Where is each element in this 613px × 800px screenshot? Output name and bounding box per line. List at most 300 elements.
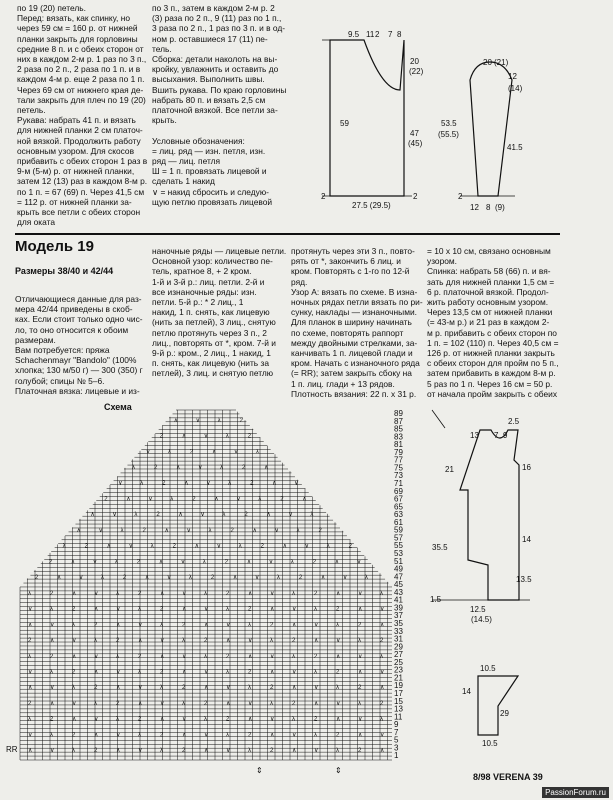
stitch-symbol: ∧ bbox=[204, 685, 209, 692]
stitch-symbol: 2 bbox=[260, 543, 265, 550]
stitch-symbol: λ bbox=[182, 638, 185, 645]
front-dim-7: (22) bbox=[409, 67, 424, 76]
stitch-symbol: ∧ bbox=[182, 732, 187, 739]
stitch-symbol: λ bbox=[222, 512, 226, 519]
stitch-symbol: λ bbox=[314, 732, 317, 739]
sleeve-dim-5: 53.5 bbox=[441, 119, 457, 128]
stitch-symbol: 2 bbox=[248, 732, 252, 739]
stitch-symbol: ∧ bbox=[270, 669, 275, 676]
sleeve-small-dim-1: 10.5 bbox=[480, 664, 496, 673]
stitch-symbol: λ bbox=[72, 622, 75, 629]
stitch-symbol: 2 bbox=[358, 685, 362, 692]
body-dim-3: 7 bbox=[494, 431, 499, 440]
stitch-symbol: λ bbox=[28, 590, 31, 597]
front-dim-3: 2 bbox=[375, 30, 380, 39]
stitch-symbol: ∨ bbox=[116, 732, 121, 739]
stitch-symbol: ∨ bbox=[233, 449, 239, 456]
row-number: 45 bbox=[394, 580, 403, 590]
stitch-symbol: ∧ bbox=[204, 748, 209, 755]
stitch-symbol: λ bbox=[204, 716, 207, 723]
stitch-symbol: ∨ bbox=[182, 653, 187, 660]
stitch-symbol: ∨ bbox=[274, 527, 279, 534]
sleeve-dim-10: 8 bbox=[486, 203, 491, 212]
stitch-symbol: λ bbox=[358, 638, 361, 645]
stitch-symbol: ∨ bbox=[198, 464, 203, 471]
row-number: 43 bbox=[394, 587, 403, 597]
stitch-symbol: 2 bbox=[224, 559, 229, 566]
stitch-symbol: ∨ bbox=[182, 590, 187, 597]
sleeve-dim-11: (9) bbox=[495, 203, 505, 212]
row-number: 31 bbox=[394, 634, 403, 644]
stitch-symbol: ∧ bbox=[90, 512, 95, 519]
stitch-symbol: ∨ bbox=[342, 575, 348, 582]
stitch-symbol: ∧ bbox=[94, 732, 99, 739]
row-number: 9 bbox=[394, 720, 399, 730]
sleeve-dim-2: (21) bbox=[494, 58, 509, 67]
row-number: 73 bbox=[394, 471, 403, 481]
front-dim-2: 11 bbox=[366, 30, 375, 39]
sleeve-dim-4: (14) bbox=[508, 84, 523, 93]
stitch-symbol: 2 bbox=[138, 716, 142, 723]
stitch-symbol: ∧ bbox=[380, 622, 385, 629]
stitch-symbol: ∧ bbox=[72, 653, 77, 660]
stitch-symbol: ∧ bbox=[173, 417, 179, 424]
stitch-symbol: ∧ bbox=[182, 669, 187, 676]
stitch-symbol: 2 bbox=[156, 512, 160, 519]
stitch-symbol: ∨ bbox=[216, 543, 222, 550]
stitch-symbol: λ bbox=[120, 527, 124, 534]
row-number: 41 bbox=[394, 595, 403, 605]
front-dim-8: 59 bbox=[340, 119, 349, 128]
row-number: 21 bbox=[394, 673, 403, 683]
row-number: 63 bbox=[394, 510, 403, 520]
stitch-symbol: ∧ bbox=[252, 527, 257, 534]
stitch-symbol: ∧ bbox=[116, 748, 121, 755]
stitch-symbol: ∨ bbox=[138, 748, 143, 755]
stitch-symbol: ∨ bbox=[236, 496, 241, 503]
body-dim-7: 14 bbox=[522, 535, 531, 544]
stitch-symbol: λ bbox=[72, 685, 75, 692]
stitch-symbol: ∧ bbox=[176, 464, 181, 471]
front-dim-13: 2 bbox=[413, 192, 418, 201]
stitch-symbol: ∧ bbox=[211, 449, 217, 456]
stitch-symbol: 2 bbox=[48, 559, 53, 566]
row-number: 79 bbox=[394, 447, 403, 457]
sleeve-dim-1: 20 bbox=[483, 58, 492, 67]
stitch-symbol: 2 bbox=[226, 716, 230, 723]
stitch-symbol: λ bbox=[336, 748, 339, 755]
stitch-symbol: 2 bbox=[312, 559, 317, 566]
stitch-symbol: λ bbox=[292, 716, 295, 723]
row-number: 27 bbox=[394, 650, 403, 660]
stitch-symbol: 2 bbox=[159, 433, 164, 440]
stitch-symbol: ∧ bbox=[292, 622, 297, 629]
stitch-symbol: ∨ bbox=[50, 748, 55, 755]
stitch-symbol: ∧ bbox=[226, 638, 231, 645]
stitch-symbol: 2 bbox=[138, 590, 142, 597]
stitch-symbol: 2 bbox=[204, 700, 208, 707]
stitch-symbol: ∧ bbox=[358, 669, 363, 676]
chart-arrow-left: ⇕ bbox=[256, 766, 263, 775]
stitch-symbol: λ bbox=[270, 638, 273, 645]
stitch-symbol: λ bbox=[204, 653, 207, 660]
stitch-symbol: ∨ bbox=[116, 669, 121, 676]
stitch-symbol: ∧ bbox=[336, 716, 341, 723]
stitch-symbol: λ bbox=[138, 732, 141, 739]
stitch-symbol: ∨ bbox=[138, 685, 143, 692]
stitch-symbol: λ bbox=[226, 669, 229, 676]
schema-title: Схема bbox=[104, 402, 132, 412]
stitch-symbol: ∨ bbox=[248, 700, 253, 707]
stitch-symbol: ∨ bbox=[94, 716, 99, 723]
stitch-symbol: ∧ bbox=[160, 590, 165, 597]
stitch-symbol: 2 bbox=[72, 732, 76, 739]
stitch-symbol: ∧ bbox=[144, 575, 150, 582]
stitch-symbol: ∧ bbox=[314, 700, 319, 707]
sleeve-small-dim-3: 29 bbox=[500, 709, 509, 718]
stitch-symbol: 2 bbox=[270, 748, 274, 755]
stitch-symbol: ∧ bbox=[336, 590, 341, 597]
row-number: 37 bbox=[394, 611, 403, 621]
stitch-symbol: 2 bbox=[94, 685, 98, 692]
stitch-symbol: ∧ bbox=[184, 480, 189, 487]
row-number: 23 bbox=[394, 665, 403, 675]
stitch-symbol: ∧ bbox=[138, 638, 143, 645]
stitch-symbol: ∨ bbox=[180, 559, 186, 566]
stitch-symbol: ∧ bbox=[380, 685, 385, 692]
stitch-symbol: λ bbox=[364, 575, 368, 582]
row-number: 5 bbox=[394, 735, 399, 745]
row-number: 85 bbox=[394, 424, 403, 434]
sleeve-dim-6: (55.5) bbox=[438, 130, 459, 139]
stitch-symbol: ∨ bbox=[28, 606, 33, 613]
stitch-symbol: ∨ bbox=[148, 496, 153, 503]
stitch-symbol: λ bbox=[225, 433, 229, 440]
stitch-symbol: ∨ bbox=[226, 685, 231, 692]
stitch-symbol: ∧ bbox=[246, 559, 252, 566]
top-mid-text: по 3 п., затем в каждом 2-м р. 2 (3) раза по 2 п., 9 (11) раз по 1 п., 3 раза по 2 п., 1 раз по 3 п. и в од- ном р. оставшиеся 17 (11) пе- тель. Сборка: детали наколоть на вы- кройку, увлажнить и оставить до высыхания. Выполнить швы. Вшить рукава. По краю горловины набрать 80 п. и вязать 2,5 см платочной вязкой. Все петли за- крыть. Условные обозначения: = лиц. ряд — изн. петля, изн. ряд — лиц. петля Ш = 1 п. провязать лицевой и сделать 1 накид ∨ = накид сбросить и следую- щую петлю провязать лицевой bbox=[152, 3, 287, 207]
row-number: 47 bbox=[394, 572, 403, 582]
stitch-symbol: ∧ bbox=[314, 638, 319, 645]
stitch-symbol: λ bbox=[314, 606, 317, 613]
stitch-symbol: 2 bbox=[189, 449, 194, 456]
stitch-symbol: 2 bbox=[204, 638, 208, 645]
stitch-symbol: ∧ bbox=[94, 669, 99, 676]
stitch-symbol: ∨ bbox=[50, 622, 55, 629]
stitch-symbol: 2 bbox=[94, 748, 98, 755]
row-number: 1 bbox=[394, 751, 399, 761]
stitch-symbol: λ bbox=[28, 653, 31, 660]
stitch-symbol: 2 bbox=[226, 590, 230, 597]
front-dim-5: 8 bbox=[397, 30, 402, 39]
stitch-symbol: ∧ bbox=[248, 716, 253, 723]
stitch-symbol: 2 bbox=[116, 638, 120, 645]
row-number: 55 bbox=[394, 541, 403, 551]
stitch-symbol: λ bbox=[238, 543, 242, 550]
stitch-symbol: ∧ bbox=[302, 496, 307, 503]
stitch-symbol: ∨ bbox=[358, 590, 363, 597]
row-number: 59 bbox=[394, 525, 403, 535]
stitch-symbol: ∨ bbox=[204, 606, 209, 613]
stitch-symbol: ∨ bbox=[206, 480, 211, 487]
stitch-symbol: λ bbox=[150, 543, 154, 550]
stitch-symbol: λ bbox=[132, 464, 135, 471]
stitch-symbol: ∧ bbox=[292, 748, 297, 755]
stitch-symbol: λ bbox=[94, 638, 97, 645]
stitch-symbol: 2 bbox=[122, 575, 127, 582]
stitch-symbol: 2 bbox=[142, 527, 146, 534]
stitch-symbol: λ bbox=[167, 449, 171, 456]
chart-arrow-right: ⇕ bbox=[335, 766, 342, 775]
stitch-symbol: ∨ bbox=[160, 700, 165, 707]
sleeve-small-dim-4: 10.5 bbox=[482, 739, 498, 748]
row-number: 29 bbox=[394, 642, 403, 652]
front-dim-11: 27.5 (29.5) bbox=[352, 201, 391, 210]
stitch-symbol: λ bbox=[202, 559, 206, 566]
stitch-symbol: λ bbox=[276, 575, 280, 582]
row-numbers bbox=[394, 409, 403, 760]
watermark: PassionForum.ru bbox=[542, 787, 609, 798]
row-number: 25 bbox=[394, 657, 403, 667]
stitch-symbol: ∧ bbox=[56, 575, 62, 582]
front-dim-1: 9.5 bbox=[348, 30, 360, 39]
stitch-symbol: 2 bbox=[226, 653, 230, 660]
stitch-symbol: 2 bbox=[210, 575, 215, 582]
stitch-symbol: 2 bbox=[50, 653, 54, 660]
sleeve-small-diagram bbox=[478, 676, 518, 735]
row-number: 53 bbox=[394, 549, 403, 558]
stitch-symbol: λ bbox=[50, 606, 53, 613]
stitch-symbol: ∧ bbox=[232, 575, 238, 582]
stitch-symbol: 2 bbox=[94, 622, 98, 629]
model-col-4: = 10 x 10 см, связано основным узором. Спинка: набрать 58 (66) п. и вя- зать для нижней планки 1,5 см = 6 р. платочной вязкой. Продол- жить работу основным узором. Через 13,5 см от нижней планки (= 43-м р.) и 21 раз в каждом 2- м р. прибавить с обеих сторон по 1 п. = 102 (110) п. Через 40,5 см = 126 р. от нижней планки закрыть с обеих сторон для пройм по 5 п., затем прибавить в каждом 8-м р. 5 раз по 1 п. Через 16 см = 50 р. от начала пройм закрыть с обеих bbox=[427, 246, 559, 399]
sleeve-dim-8: 2 bbox=[458, 192, 463, 201]
stitch-symbol: 2 bbox=[182, 748, 186, 755]
stitch-symbol: λ bbox=[336, 685, 339, 692]
stitch-symbol: ∨ bbox=[268, 559, 274, 566]
stitch-symbol: λ bbox=[72, 748, 75, 755]
stitch-symbol: ∧ bbox=[158, 559, 164, 566]
stitch-symbol: ∨ bbox=[72, 638, 77, 645]
sleeve-dim-3: 12 bbox=[508, 72, 517, 81]
row-number: 3 bbox=[394, 743, 399, 753]
top-left-text: по 19 (20) петель. Перед: вязать, как спинку, но через 59 см = 160 р. от нижней планки закрыть для горловины средние 8 п. и с обеих сторон от них в каждом 2-м р. 1 раз по 3 п., 2 раза по 2 п., 2 раза по 1 п. и в каждом 4-м р. еще 2 раза по 1 п. Через 69 см от нижнего края де- тали закрыть для плеч по 19 (20) петель. Рукава: набрать 41 п. и вязать для нижней планки 2 см платоч- ной вязкой. Продолжить работу основным узором. Для скосов прибавить с обеих сторон 1 раз в 9-м (5-м) р. от нижней планки, затем 12 (13) раз в каждом 8-м р. по 1 п. = 67 (69) п. Через 41,5 см = 112 р. от нижней планки за- крыть все петли с обеих сторон для оката bbox=[17, 3, 148, 228]
stitch-symbol: ∧ bbox=[226, 700, 231, 707]
stitch-symbol: ∧ bbox=[292, 685, 297, 692]
stitch-symbol: λ bbox=[380, 653, 383, 660]
stitch-symbol: ∧ bbox=[194, 543, 200, 550]
stitch-symbol: ∧ bbox=[116, 622, 121, 629]
body-pattern-diagram bbox=[432, 410, 530, 600]
stitch-symbol: λ bbox=[258, 496, 262, 503]
stitch-symbol: 2 bbox=[104, 496, 108, 503]
stitch-symbol: λ bbox=[116, 716, 119, 723]
stitch-symbol: ∨ bbox=[314, 748, 319, 755]
front-pattern-diagram bbox=[322, 40, 412, 196]
stitch-symbol: λ bbox=[292, 653, 295, 660]
stitch-symbol: λ bbox=[50, 669, 53, 676]
stitch-symbol: 2 bbox=[160, 669, 164, 676]
row-number: 71 bbox=[394, 479, 403, 488]
stitch-symbol: 2 bbox=[336, 606, 340, 613]
front-dim-4: 7 bbox=[388, 30, 393, 39]
stitch-symbol: ∧ bbox=[164, 527, 169, 534]
stitch-symbol: 2 bbox=[242, 464, 246, 471]
stitch-symbol: ∨ bbox=[204, 732, 209, 739]
stitch-symbol: ∨ bbox=[314, 622, 319, 629]
stitch-symbol: λ bbox=[138, 606, 141, 613]
stitch-symbol: λ bbox=[226, 732, 229, 739]
stitch-symbol: 2 bbox=[314, 653, 318, 660]
stitch-symbol: ∨ bbox=[186, 527, 191, 534]
stitch-symbol: λ bbox=[116, 590, 119, 597]
stitch-symbol: ∧ bbox=[28, 622, 33, 629]
model-title: Модель 19 bbox=[15, 238, 94, 255]
model-col-2: наночные ряды — лицевые петли. Основной узор: количество пе- тель, кратное 8, + 2 кром. 1-й и 3-й р.: лиц. петли. 2-й и все изнаночные ряды: изн. петли. 5-й р.: * 2 лиц., 1 накид, 1 п. снять, как лицевую (нить за петлей), 3 лиц., снятую петлю протянуть через 3 п., 2 лиц., повторять от *, кром. 7-й и 9-й р.: кром., 2 лиц., 1 накид, 1 п. снять, как лицевую (нить за петлей), 3 лиц. и снятую петлю bbox=[152, 246, 287, 379]
stitch-symbol: ∨ bbox=[92, 559, 98, 566]
stitch-symbol: ∧ bbox=[50, 638, 55, 645]
stitch-symbol: 2 bbox=[138, 653, 142, 660]
stitch-symbol: 2 bbox=[292, 638, 296, 645]
stitch-symbol: 2 bbox=[182, 622, 186, 629]
stitch-symbol: λ bbox=[208, 527, 212, 534]
stitch-symbol: ∨ bbox=[380, 606, 385, 613]
stitch-symbol: 2 bbox=[248, 669, 252, 676]
page-footer: 8/98 VERENA 39 bbox=[473, 772, 543, 782]
stitch-symbol: 2 bbox=[160, 606, 164, 613]
stitch-symbol: λ bbox=[100, 575, 104, 582]
stitch-symbol: λ bbox=[140, 480, 144, 487]
stitch-symbol: λ bbox=[296, 527, 300, 534]
stitch-symbol: ∨ bbox=[270, 590, 275, 597]
stitch-symbol: ∧ bbox=[358, 606, 363, 613]
stitch-symbol: ∧ bbox=[28, 748, 33, 755]
body-dim-8: 35.5 bbox=[432, 543, 448, 552]
stitch-symbol: λ bbox=[114, 559, 118, 566]
stitch-symbol: 2 bbox=[318, 527, 322, 534]
row-number: 39 bbox=[394, 603, 403, 613]
row-number: 83 bbox=[394, 432, 403, 442]
stitch-symbol: λ bbox=[28, 716, 31, 723]
stitch-symbol: ∨ bbox=[270, 653, 275, 660]
stitch-symbol: ∨ bbox=[270, 716, 275, 723]
row-number: 17 bbox=[394, 689, 403, 698]
stitch-symbol: ∨ bbox=[292, 732, 297, 739]
stitch-symbol: ∧ bbox=[264, 464, 269, 471]
stitch-symbol: ∧ bbox=[214, 496, 219, 503]
stitch-symbol: 2 bbox=[250, 480, 254, 487]
stitch-symbol: λ bbox=[160, 685, 163, 692]
stitch-symbol: ∨ bbox=[380, 732, 385, 739]
stitch-symbol: 2 bbox=[280, 496, 284, 503]
stitch-symbol: 2 bbox=[248, 606, 252, 613]
knitting-chart bbox=[20, 410, 392, 760]
stitch-symbol: λ bbox=[292, 590, 295, 597]
front-dim-6: 20 bbox=[410, 57, 419, 66]
stitch-symbol: ∧ bbox=[160, 653, 165, 660]
body-dim-9: 13.5 bbox=[516, 575, 532, 584]
stitch-symbol: λ bbox=[134, 512, 138, 519]
stitch-symbol: 2 bbox=[380, 700, 384, 707]
stitch-symbol: λ bbox=[314, 669, 317, 676]
stitch-symbol: 2 bbox=[136, 559, 141, 566]
stitch-symbol: ∨ bbox=[358, 716, 363, 723]
stitch-symbol: ∧ bbox=[94, 606, 99, 613]
row-number: 77 bbox=[394, 455, 403, 465]
row-number: 67 bbox=[394, 494, 403, 504]
sleeve-dim-7: 41.5 bbox=[507, 143, 523, 152]
stitch-symbol: ∨ bbox=[292, 669, 297, 676]
sleeve-dim-9: 12 bbox=[470, 203, 479, 212]
stitch-symbol: ∧ bbox=[50, 700, 55, 707]
stitch-symbol: λ bbox=[248, 748, 251, 755]
stitch-symbol: ∧ bbox=[76, 527, 81, 534]
stitch-symbol: 2 bbox=[292, 700, 296, 707]
stitch-symbol: 2 bbox=[50, 590, 54, 597]
stitch-symbol: λ bbox=[50, 732, 53, 739]
stitch-symbol: 2 bbox=[336, 669, 340, 676]
stitch-symbol: ∨ bbox=[166, 575, 172, 582]
stitch-symbol: λ bbox=[217, 417, 221, 424]
stitch-symbol: λ bbox=[255, 449, 259, 456]
stitch-symbol: ∨ bbox=[358, 653, 363, 660]
model-col-3: протянуть через эти 3 п., повто- рять от *, закончить 6 лиц. и кром. Повторять с 1-го по 12-й ряд. Узор А: вязать по схеме. В изна- ночных рядах петли вязать по ри- сунку, наклады — изнаночными. Для планок в ширину начинать по схеме, повторять раппорт между двойными стрелками, за- канчивать 1 п. лицевой глади и кром. Начать с изнаночного ряда (= RR); затем закрыть сбоку на 1 п. лиц. глади + 13 рядов. Плотность вязания: 22 п. x 31 р. bbox=[291, 246, 423, 399]
stitch-symbol: ∧ bbox=[334, 559, 340, 566]
row-number: 65 bbox=[394, 502, 403, 512]
stitch-symbol: ∧ bbox=[116, 685, 121, 692]
row-number: 69 bbox=[394, 486, 403, 496]
front-dim-10: (45) bbox=[408, 139, 423, 148]
stitch-symbol: ∨ bbox=[292, 606, 297, 613]
stitch-symbol: ∧ bbox=[72, 716, 77, 723]
stitch-symbol: λ bbox=[116, 653, 119, 660]
stitch-symbol: 2 bbox=[247, 433, 252, 440]
stitch-symbol: ∨ bbox=[145, 449, 151, 456]
stitch-symbol: ∧ bbox=[182, 606, 187, 613]
model-col-1: Отличающиеся данные для раз- мера 42/44 приведены в скоб- ках. Если стоит только одно чис- ло, то оно относится к обоим размерам. Вам потребуется: пряжа Schachenmayr "Bandolo" (100% хлопка; 130 м/50 г) — 300 (350) г голубой; спицы № 5–6. Платочная вязка: лицевые и из- bbox=[15, 294, 143, 396]
sleeve-pattern-diagram bbox=[460, 62, 515, 196]
stitch-symbol: ∨ bbox=[226, 622, 231, 629]
stitch-symbol: ∧ bbox=[272, 480, 277, 487]
row-number: 57 bbox=[394, 533, 403, 543]
stitch-symbol: ∨ bbox=[28, 669, 33, 676]
front-dim-12: 2 bbox=[321, 192, 326, 201]
rr-label: RR bbox=[6, 745, 18, 754]
stitch-symbol: λ bbox=[310, 512, 314, 519]
stitch-symbol: λ bbox=[380, 716, 383, 723]
stitch-symbol: 2 bbox=[182, 685, 186, 692]
model-sizes: Размеры 38/40 и 42/44 bbox=[15, 266, 114, 276]
stitch-symbol: ∨ bbox=[248, 638, 253, 645]
stitch-symbol: λ bbox=[326, 543, 330, 550]
stitch-symbol: ∨ bbox=[304, 543, 310, 550]
body-dim-12: (14.5) bbox=[471, 615, 492, 624]
stitch-symbol: λ bbox=[290, 559, 294, 566]
stitch-symbol: ∧ bbox=[336, 653, 341, 660]
stitch-symbol: 2 bbox=[72, 669, 76, 676]
stitch-symbol: 2 bbox=[162, 480, 166, 487]
stitch-symbol: 2 bbox=[336, 732, 340, 739]
stitch-symbol: ∧ bbox=[178, 512, 183, 519]
stitch-symbol: 2 bbox=[270, 622, 274, 629]
stitch-symbol: 2 bbox=[230, 527, 234, 534]
body-dim-1: 2.5 bbox=[508, 417, 520, 426]
row-number: 33 bbox=[394, 626, 403, 636]
stitch-symbol: ∧ bbox=[380, 748, 385, 755]
stitch-symbol: 2 bbox=[116, 700, 120, 707]
stitch-symbol: 2 bbox=[380, 638, 384, 645]
stitch-symbol: λ bbox=[248, 622, 251, 629]
